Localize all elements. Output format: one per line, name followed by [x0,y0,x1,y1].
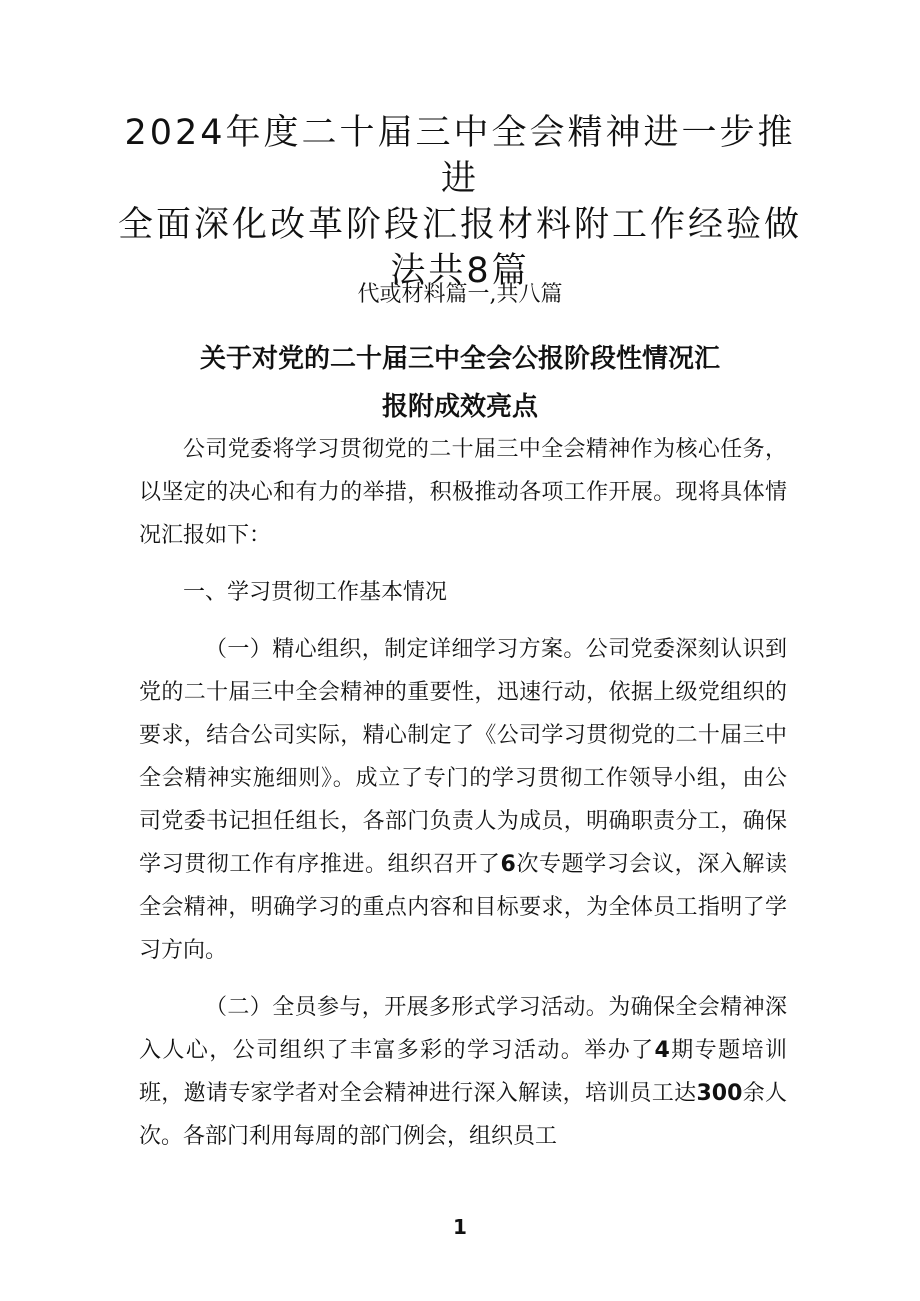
paragraph-1-number: 6 [500,852,516,877]
paragraph-1-text-a: （一）精心组织，制定详细学习方案。公司党委深刻认识到党的二十届三中全会精神的重要性，迅速行动，依据上级党组织的要求，结合公司实际，精心制定了《公司学习贯彻党的二十届三中全会精神实施细则》。成立了专门的学习贯彻工作领导小组，由公司党委书记担任组长，各部门负责人为成员，明确职责分工，确保学习贯彻工作有序推进。组织召开了 [139,637,787,877]
document-subtitle: 代或材料篇一,共八篇 [357,282,563,307]
title-line-3: 法共8篇 [390,251,530,291]
title-line-2: 全面深化改革阶段汇报材料附工作经验做 [117,205,802,245]
title-line-1: 2024年度二十届三中全会精神进一步推进 [124,113,796,199]
paragraph-2-text-c: 余人次。各部门利用每周的部门例会，组织员工 [139,1081,787,1149]
document-title [110,110,810,294]
intro-paragraph: 公司党委将学习贯彻党的二十届三中全会精神作为核心任务，以坚定的决心和有力的举措，积极推动各项工作开展。现将具体情况汇报如下： [139,437,787,548]
paragraph-2 [139,986,787,1158]
paragraph-2-text-a: （二）全员参与，开展多形式学习活动。为确保全会精神深入人心，公司组织了丰富多彩的学习活动。举办了 [139,995,787,1063]
heading-line-2: 报附成效亮点 [381,392,538,422]
paragraph-2-number-2: 300 [696,1081,743,1106]
paragraph-1-text-b: 次专题学习会议，深入解读全会精神，明确学习的重点内容和目标要求，为全体员工指明了学习方向。 [139,852,787,963]
section-1-title: 一、学习贯彻工作基本情况 [183,580,448,605]
paragraph-2-text-b: 期专题培训班，邀请专家学者对全会精神进行深入解读，培训员工达 [139,1038,787,1106]
paragraph-1 [139,628,787,972]
heading-line-1: 关于对党的二十届三中全会公报阶段性情况汇 [199,344,720,374]
section-heading [110,335,810,431]
page-number: 1 [453,1215,467,1239]
paragraph-2-number-1: 4 [654,1038,670,1063]
document-body [139,428,787,1158]
